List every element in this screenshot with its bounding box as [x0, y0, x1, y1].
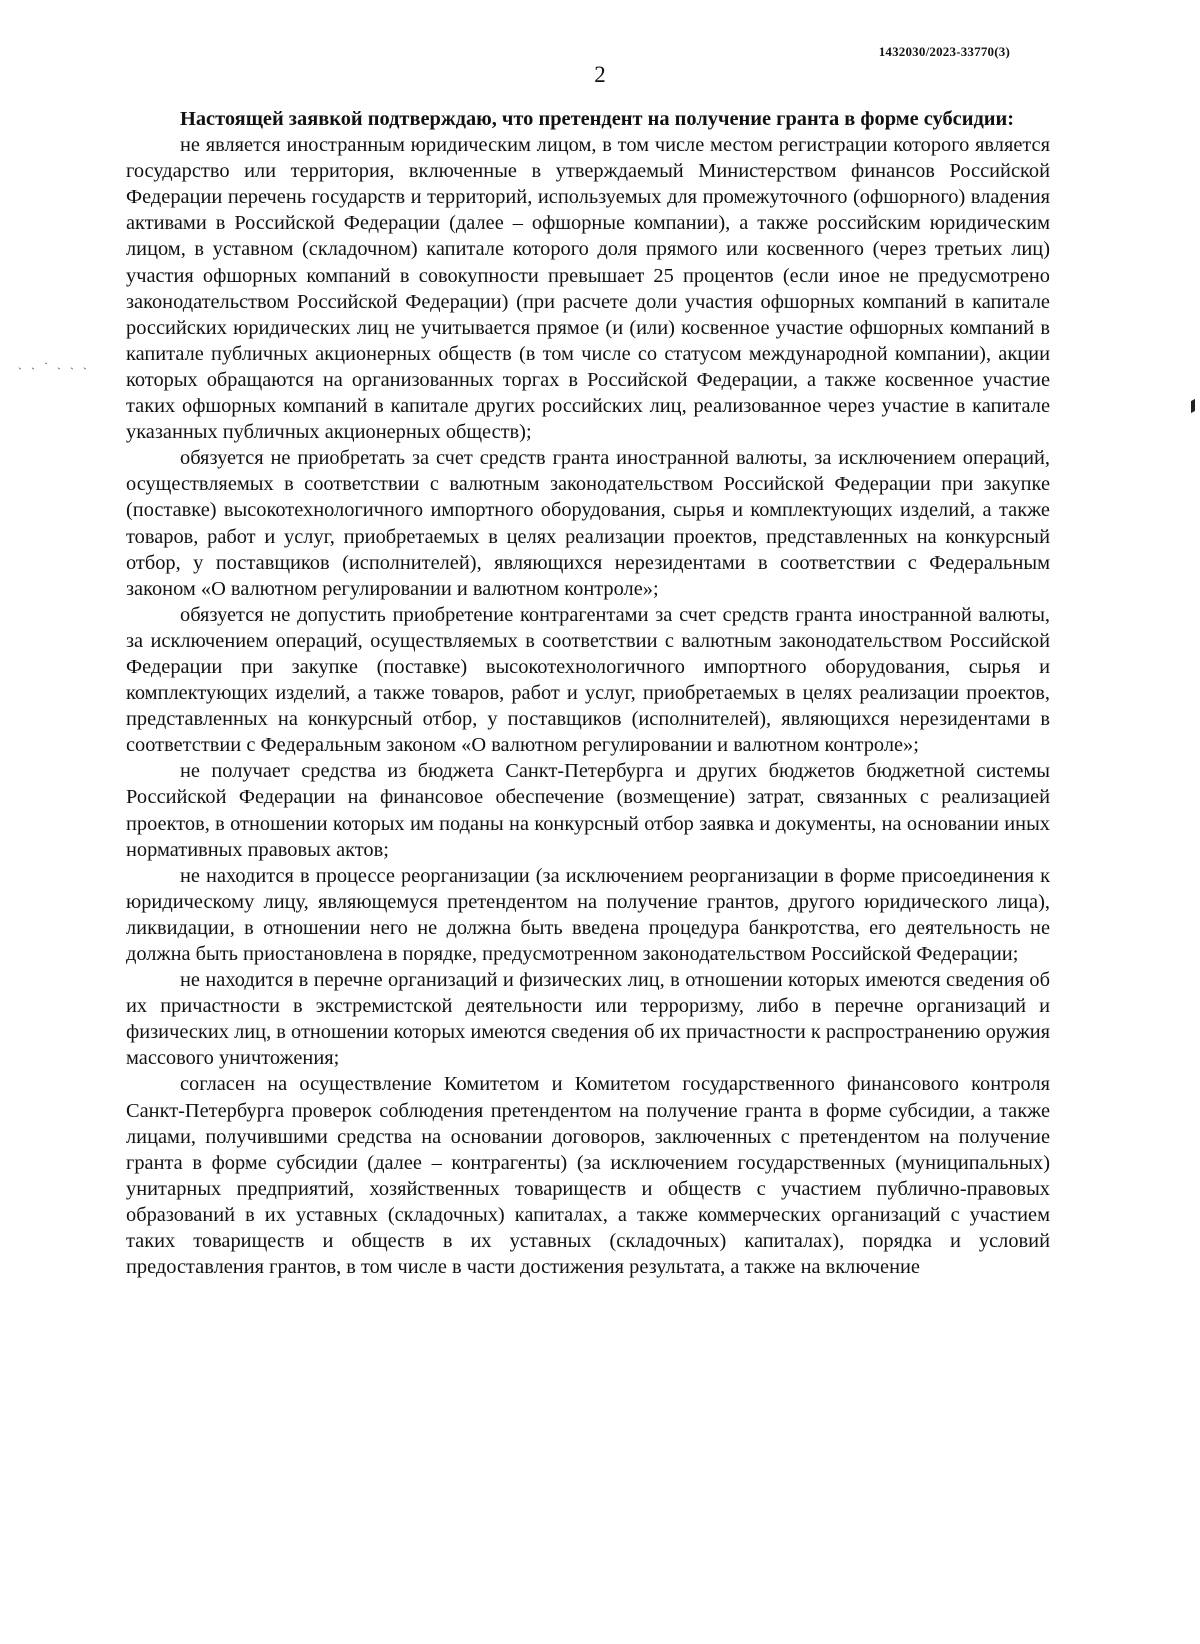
paragraph-offshore: не является иностранным юридическим лицом, в том числе местом регистрации которого является государство или территория, включенные в утверждаемый Министерством финансов Российской Федерации перечень государств и территорий, используемых для промежуточного (офшорного) владения активами в Российской Федерации (далее – офшорные компании), а также российским юридическим лицом, в уставном (складочном) капитале которого доля прямого или косвенного (через третьих лиц) участия офшорных компаний в совокупности превышает 25 процентов (если иное не предусмотрено законодательством Российской Федерации) (при расчете доли участия офшорных компаний в капитале российских юридических лиц не учитывается прямое (и (или) косвенное участие офшорных компаний в капитале публичных акционерных обществ (в том числе со статусом международной компании), акции которых обращаются на организованных торгах в Российской Федерации, а также косвенное участие таких офшорных компаний в капитале других российских лиц, реализованное через участие в капитале указанных публичных акционерных обществ); [126, 134, 1050, 444]
scan-artifact-marks: ˎ ˏ · ˏ ˏ ˏ [18, 356, 90, 370]
paragraph-extremism-list: не находится в перечне организаций и физических лиц, в отношении которых имеются сведения об их причастности в экстремистской деятельности или терроризму, либо в перечне организаций и физических лиц, в отношении которых имеются сведения об их причастности к распространению оружия массового уничтожения; [126, 969, 1050, 1070]
paragraph-reorganization: не находится в процессе реорганизации (за исключением реорганизации в форме присоединения к юридическому лицу, являющемуся претендентом на получение грантов, другого юридического лица), ликвидации, в отношении него не должна быть введена процедура банкротства, его деятельность не должна быть приостановлена в порядке, предусмотренном законодательством Российской Федерации; [126, 864, 1050, 965]
paragraph-budget-funds: не получает средства из бюджета Санкт-Петербурга и других бюджетов бюджетной системы Российской Федерации на финансовое обеспечение (возмещение) затрат, связанных с реализацией проектов, в отношении которых им поданы на конкурсный отбор заявка и документы, на основании иных нормативных правовых актов; [126, 760, 1050, 861]
paragraph-inspection-consent: согласен на осуществление Комитетом и Комитетом государственного финансового контроля Санкт-Петербурга проверок соблюдения претендентом на получение гранта в форме субсидии, а также лицами, получившими средства на основании договоров, заключенных с претендентом на получение гранта в форме субсидии (далее – контрагенты) (за исключением государственных (муниципальных) унитарных предприятий, хозяйственных товариществ и обществ с участием публично-правовых образований в их уставных (складочных) капиталах, а также коммерческих организаций с участием таких товариществ и обществ в их уставных (складочных) капиталах), порядка и условий предоставления грантов, в том числе в части достижения результата, а также на включение [126, 1073, 1050, 1279]
paragraph-foreign-currency: обязуется не приобретать за счет средств гранта иностранной валюты, за исключением операций, осуществляемых в соответствии с валютным законодательством Российской Федерации при закупке (поставке) высокотехнологичного импортного оборудования, сырья и комплектующих изделий, а также товаров, работ и услуг, приобретаемых в целях реализации проектов, представленных на конкурсный отбор, у поставщиков (исполнителей), являющихся нерезидентами в соответствии с Федеральным законом «О валютном регулировании и валютном контроле»; [126, 447, 1050, 600]
document-body [126, 106, 1050, 1280]
page-number: 2 [594, 62, 606, 87]
paragraph-contractors-currency: обязуется не допустить приобретение контрагентами за счет средств гранта иностранной валюты, за исключением операций, осуществляемых в соответствии с валютным законодательством Российской Федерации при закупке (поставке) высокотехнологичного импортного оборудования, сырья и комплектующих изделий, а также товаров, работ и услуг, приобретаемых в целях реализации проектов, представленных на конкурсный отбор, у поставщиков (исполнителей), являющихся нерезидентами в соответствии с Федеральным законом «О валютном регулировании и валютном контроле»; [126, 603, 1050, 757]
body-heading: Настоящей заявкой подтверждаю, что претендент на получение гранта в форме субсидии: [180, 108, 1015, 130]
document-number: 1432030/2023-33770(3) [878, 44, 1010, 59]
scan-edge-mark [1191, 399, 1195, 413]
